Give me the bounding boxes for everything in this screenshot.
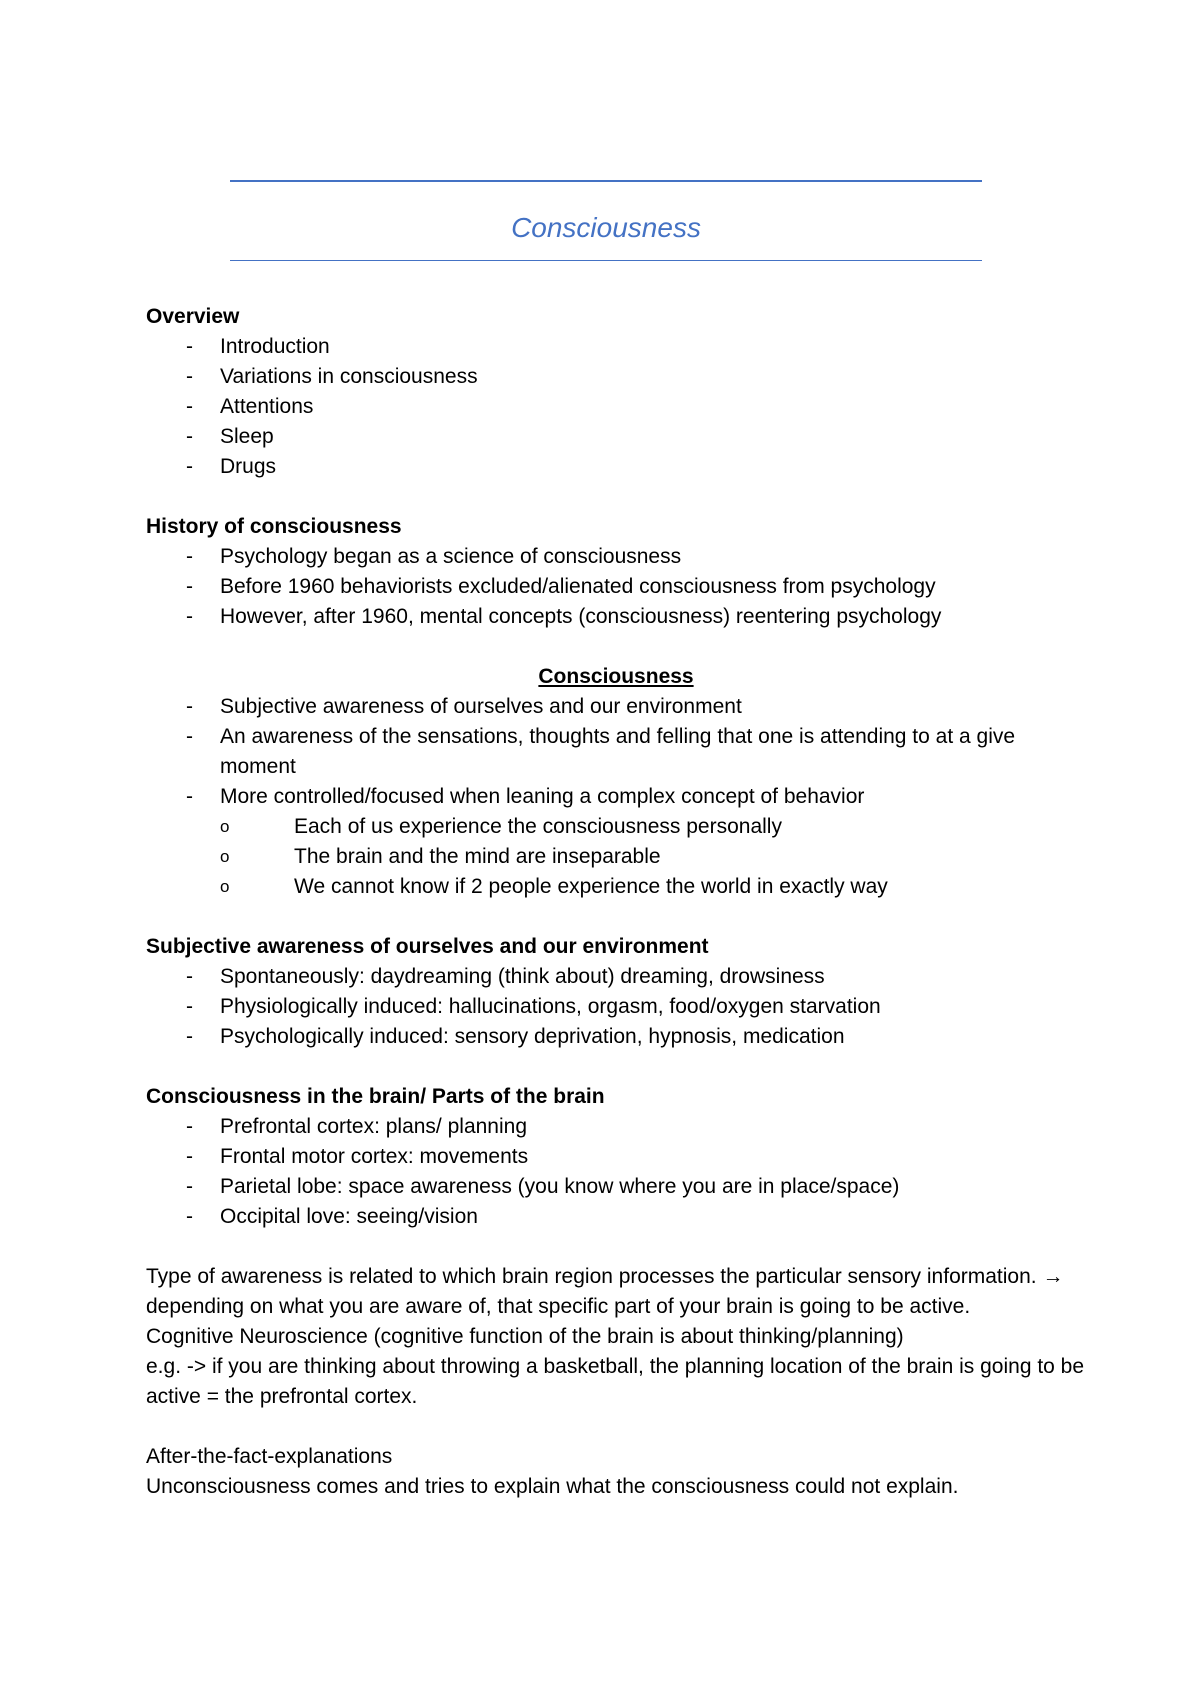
list-item: [146, 362, 1086, 392]
list-item: [146, 422, 1086, 452]
bullet-list: [146, 1112, 1086, 1232]
section-subjective-awareness: [146, 932, 1086, 1052]
list-item: [146, 782, 1086, 902]
title-rule-bottom: [230, 260, 982, 261]
dash-marker: -: [186, 365, 193, 388]
circle-marker: o: [220, 847, 230, 866]
dash-marker: -: [186, 335, 193, 358]
sub-list-item: [220, 842, 1086, 872]
list-item-text: Frontal motor cortex: movements: [220, 1145, 529, 1168]
list-item: [146, 572, 1086, 602]
list-item: [146, 722, 1086, 782]
bullet-list: [146, 962, 1086, 1052]
sub-list-item-text: We cannot know if 2 people experience the world in exactly way: [294, 875, 888, 898]
list-item-text: Drugs: [220, 455, 277, 478]
bullet-list: [146, 692, 1086, 902]
dash-marker: -: [186, 1205, 193, 1228]
list-item-text: More controlled/focused when leaning a complex concept of behavior: [220, 785, 865, 808]
dash-marker: -: [186, 1145, 193, 1168]
section-heading: History of consciousness: [146, 515, 402, 538]
dash-marker: -: [186, 1175, 193, 1198]
dash-marker: -: [186, 965, 193, 988]
list-item: [146, 692, 1086, 722]
section-overview: [146, 302, 1086, 482]
dash-marker: -: [186, 575, 193, 598]
list-item-text: Subjective awareness of ourselves and our environment: [220, 695, 742, 718]
list-item: [146, 1022, 1086, 1052]
document-body: [146, 302, 1086, 1532]
list-item: [146, 602, 1086, 632]
list-item-text: An awareness of the sensations, thoughts and felling that one is attending to at a give moment: [220, 725, 1016, 778]
sub-list-item: [220, 872, 1086, 902]
sub-list-item: [220, 812, 1086, 842]
sub-list-item-text: The brain and the mind are inseparable: [294, 845, 661, 868]
list-item: [146, 1202, 1086, 1232]
document-title: Consciousness: [511, 212, 701, 243]
section-heading: Consciousness in the brain/ Parts of the brain: [146, 1085, 605, 1108]
dash-marker: -: [186, 695, 193, 718]
list-item: [146, 1142, 1086, 1172]
dash-marker: -: [186, 1115, 193, 1138]
title-block: [230, 180, 982, 261]
list-item-text: Occipital love: seeing/vision: [220, 1205, 478, 1228]
list-item-text: However, after 1960, mental concepts (consciousness) reentering psychology: [220, 605, 942, 628]
section-heading: Subjective awareness of ourselves and our environment: [146, 935, 709, 958]
list-item-text: Psychologically induced: sensory deprivation, hypnosis, medication: [220, 1025, 845, 1048]
circle-marker: o: [220, 877, 230, 896]
section-awareness-paragraphs: [146, 1262, 1086, 1412]
section-consciousness: [146, 662, 1086, 902]
dash-marker: -: [186, 605, 193, 628]
title-rule-top: [230, 180, 982, 182]
list-item: [146, 542, 1086, 572]
list-item: [146, 332, 1086, 362]
paragraph: e.g. -> if you are thinking about throwing a basketball, the planning location of the brain is going to be active = the prefrontal cortex.: [146, 1355, 1085, 1408]
paragraph: Unconsciousness comes and tries to explain what the consciousness could not explain.: [146, 1475, 959, 1498]
dash-marker: -: [186, 545, 193, 568]
paragraph: Cognitive Neuroscience (cognitive function of the brain is about thinking/planning): [146, 1325, 904, 1348]
list-item-text: Variations in consciousness: [220, 365, 478, 388]
list-item-text: Physiologically induced: hallucinations, orgasm, food/oxygen starvation: [220, 995, 881, 1018]
bullet-list: [146, 332, 1086, 482]
paragraph: Type of awareness is related to which brain region processes the particular sensory information. → depending on what you are aware of, that specific part of your brain is going to be active.: [146, 1265, 1064, 1318]
list-item-text: Psychology began as a science of consciousness: [220, 545, 682, 568]
dash-marker: -: [186, 395, 193, 418]
section-after-the-fact: [146, 1442, 1086, 1502]
dash-marker: -: [186, 455, 193, 478]
section-heading: Consciousness: [538, 665, 694, 688]
dash-marker: -: [186, 785, 193, 808]
circle-marker: o: [220, 817, 230, 836]
section-heading: Overview: [146, 305, 240, 328]
dash-marker: -: [186, 1025, 193, 1048]
section-history: [146, 512, 1086, 632]
list-item: [146, 962, 1086, 992]
dash-marker: -: [186, 995, 193, 1018]
list-item-text: Parietal lobe: space awareness (you know where you are in place/space): [220, 1175, 900, 1198]
dash-marker: -: [186, 725, 193, 748]
list-item-text: Attentions: [220, 395, 314, 418]
bullet-list: [146, 542, 1086, 632]
list-item: [146, 452, 1086, 482]
dash-marker: -: [186, 425, 193, 448]
paragraph: After-the-fact-explanations: [146, 1445, 393, 1468]
list-item: [146, 1172, 1086, 1202]
sub-list-item-text: Each of us experience the consciousness personally: [294, 815, 782, 838]
list-item-text: Sleep: [220, 425, 274, 448]
list-item-text: Spontaneously: daydreaming (think about) dreaming, drowsiness: [220, 965, 825, 988]
sub-bullet-list: [220, 812, 1086, 902]
list-item-text: Prefrontal cortex: plans/ planning: [220, 1115, 528, 1138]
section-brain-parts: [146, 1082, 1086, 1232]
list-item: [146, 392, 1086, 422]
list-item: [146, 992, 1086, 1022]
list-item-text: Introduction: [220, 335, 330, 358]
list-item-text: Before 1960 behaviorists excluded/alienated consciousness from psychology: [220, 575, 936, 598]
list-item: [146, 1112, 1086, 1142]
